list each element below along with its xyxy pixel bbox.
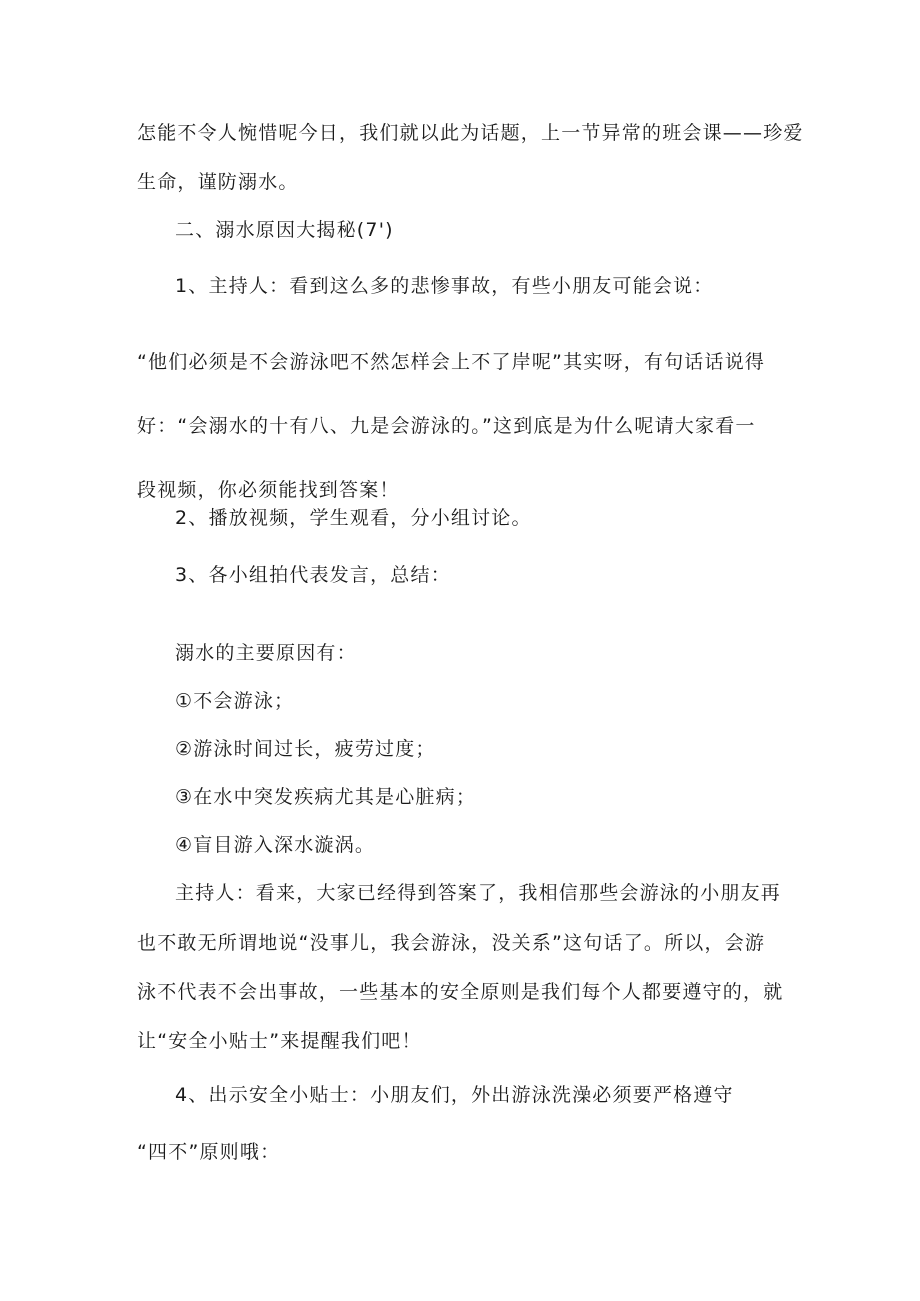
reason-item: ④盲目游入深水漩涡。	[175, 834, 376, 856]
paragraph-line: “他们必须是不会游泳吧不然怎样会上不了岸呢”其实呀，有句话话说得	[137, 351, 766, 373]
reason-item: ②游泳时间过长，疲劳过度；	[175, 738, 436, 760]
list-item: 4、出示安全小贴士：小朋友们，外出游泳洗澡必须要严格遵守	[175, 1084, 734, 1106]
paragraph-line: “四不”原则哦：	[137, 1141, 281, 1163]
paragraph-line: 主持人：看来，大家已经得到答案了，我相信那些会游泳的小朋友再	[175, 882, 782, 904]
list-item: 3、各小组拍代表发言，总结：	[175, 564, 451, 586]
paragraph-line: 好：“会溺水的十有八、九是会游泳的。”这到底是为什么呢请大家看一	[137, 415, 756, 437]
section-heading: 二、溺水原因大揭秘(7')	[175, 219, 394, 241]
paragraph-line: 怎能不令人惋惜呢今日，我们就以此为话题，上一节异常的班会课——珍爱	[137, 122, 804, 144]
paragraph-line: 溺水的主要原因有：	[175, 642, 357, 664]
paragraph-line: 让“安全小贴士”来提醒我们吧！	[137, 1030, 422, 1052]
reason-item: ①不会游泳；	[175, 690, 295, 712]
paragraph-line: 也不敢无所谓地说“没事儿，我会游泳，没关系”这句话了。所以，会游	[137, 932, 766, 954]
paragraph-line: 段视频，你必须能找到答案！	[137, 479, 400, 501]
reason-item: ③在水中突发疾病尤其是心脏病；	[175, 786, 477, 808]
paragraph-line: 生命，谨防溺水。	[137, 171, 299, 193]
paragraph-line: 泳不代表不会出事故，一些基本的安全原则是我们每个人都要遵守的，就	[137, 981, 784, 1003]
list-item: 2、播放视频，学生观看，分小组讨论。	[175, 507, 532, 529]
list-item: 1、主持人：看到这么多的悲惨事故，有些小朋友可能会说：	[175, 275, 714, 297]
